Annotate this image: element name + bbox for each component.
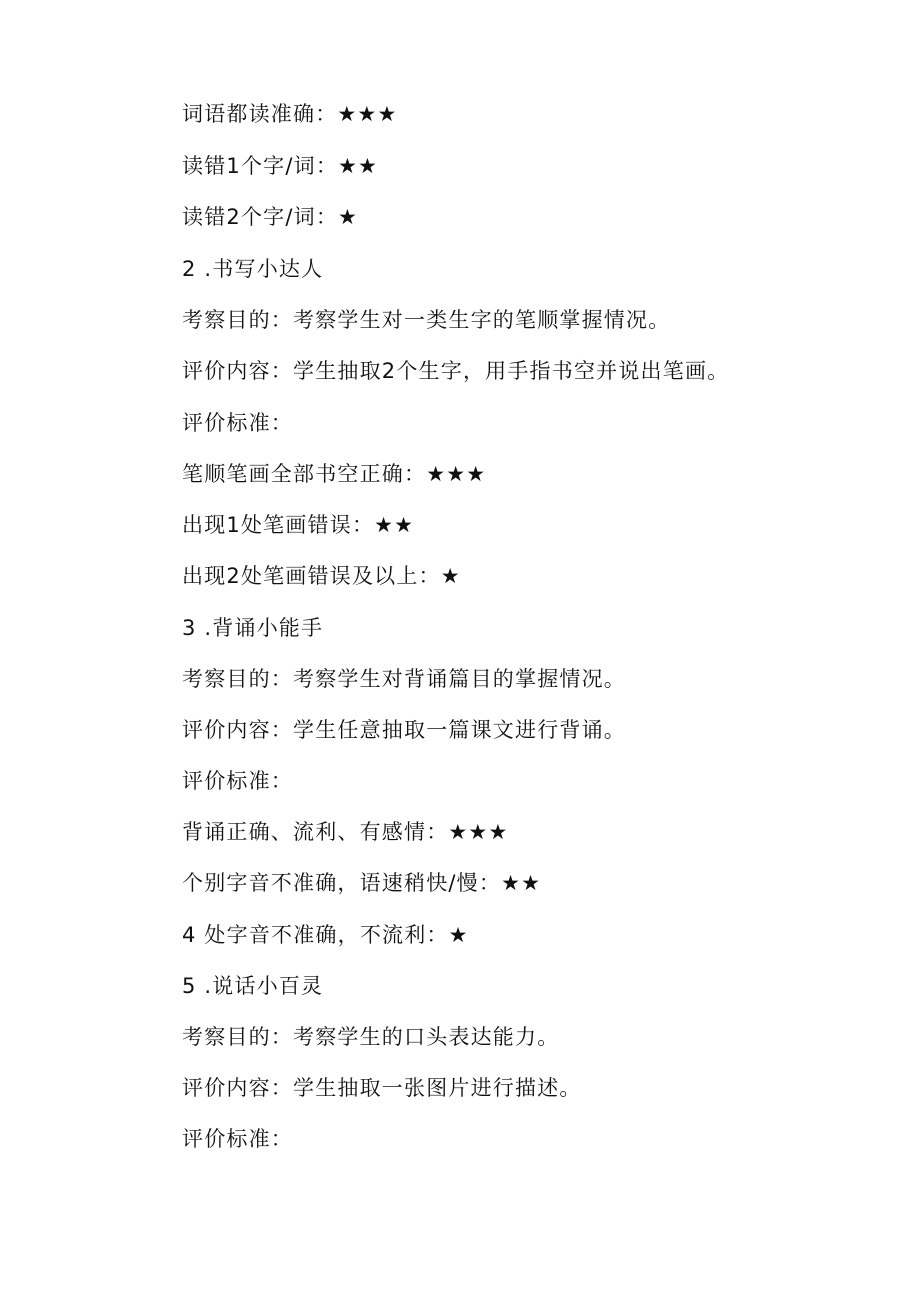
section-heading: 3 .背诵小能手 <box>182 616 324 640</box>
text-line: 评价内容：学生抽取2个生字，用手指书空并说出笔画。 <box>182 359 730 383</box>
text-line: 个别字音不准确，语速稍快/慢：★★ <box>182 871 542 895</box>
text-line: 评价标准： <box>182 411 293 435</box>
section-heading: 5 .说话小百灵 <box>182 974 324 998</box>
text-line: 背诵正确、流利、有感情：★★★ <box>182 820 509 844</box>
text-line: 4 处字音不准确，不流利：★ <box>182 923 469 947</box>
text-line: 出现2处笔画错误及以上：★ <box>182 564 461 588</box>
text-line: 读错1个字/词：★★ <box>182 154 379 178</box>
text-line: 评价内容：学生抽取一张图片进行描述。 <box>182 1076 582 1100</box>
text-line: 考察目的：考察学生对背诵篇目的掌握情况。 <box>182 667 626 691</box>
text-line: 笔顺笔画全部书空正确：★★★ <box>182 462 487 486</box>
text-line: 出现1处笔画错误：★★ <box>182 513 415 537</box>
text-line: 词语都读准确：★★★ <box>182 102 398 126</box>
text-line: 读错2个字/词：★ <box>182 205 359 229</box>
text-line: 评价内容：学生任意抽取一篇课文进行背诵。 <box>182 718 626 742</box>
text-line: 评价标准： <box>182 769 293 793</box>
text-line: 考察目的：考察学生对一类生字的笔顺掌握情况。 <box>182 308 671 332</box>
section-heading: 2 .书写小达人 <box>182 257 324 281</box>
text-line: 考察目的：考察学生的口头表达能力。 <box>182 1025 560 1049</box>
text-line: 评价标准： <box>182 1127 293 1151</box>
